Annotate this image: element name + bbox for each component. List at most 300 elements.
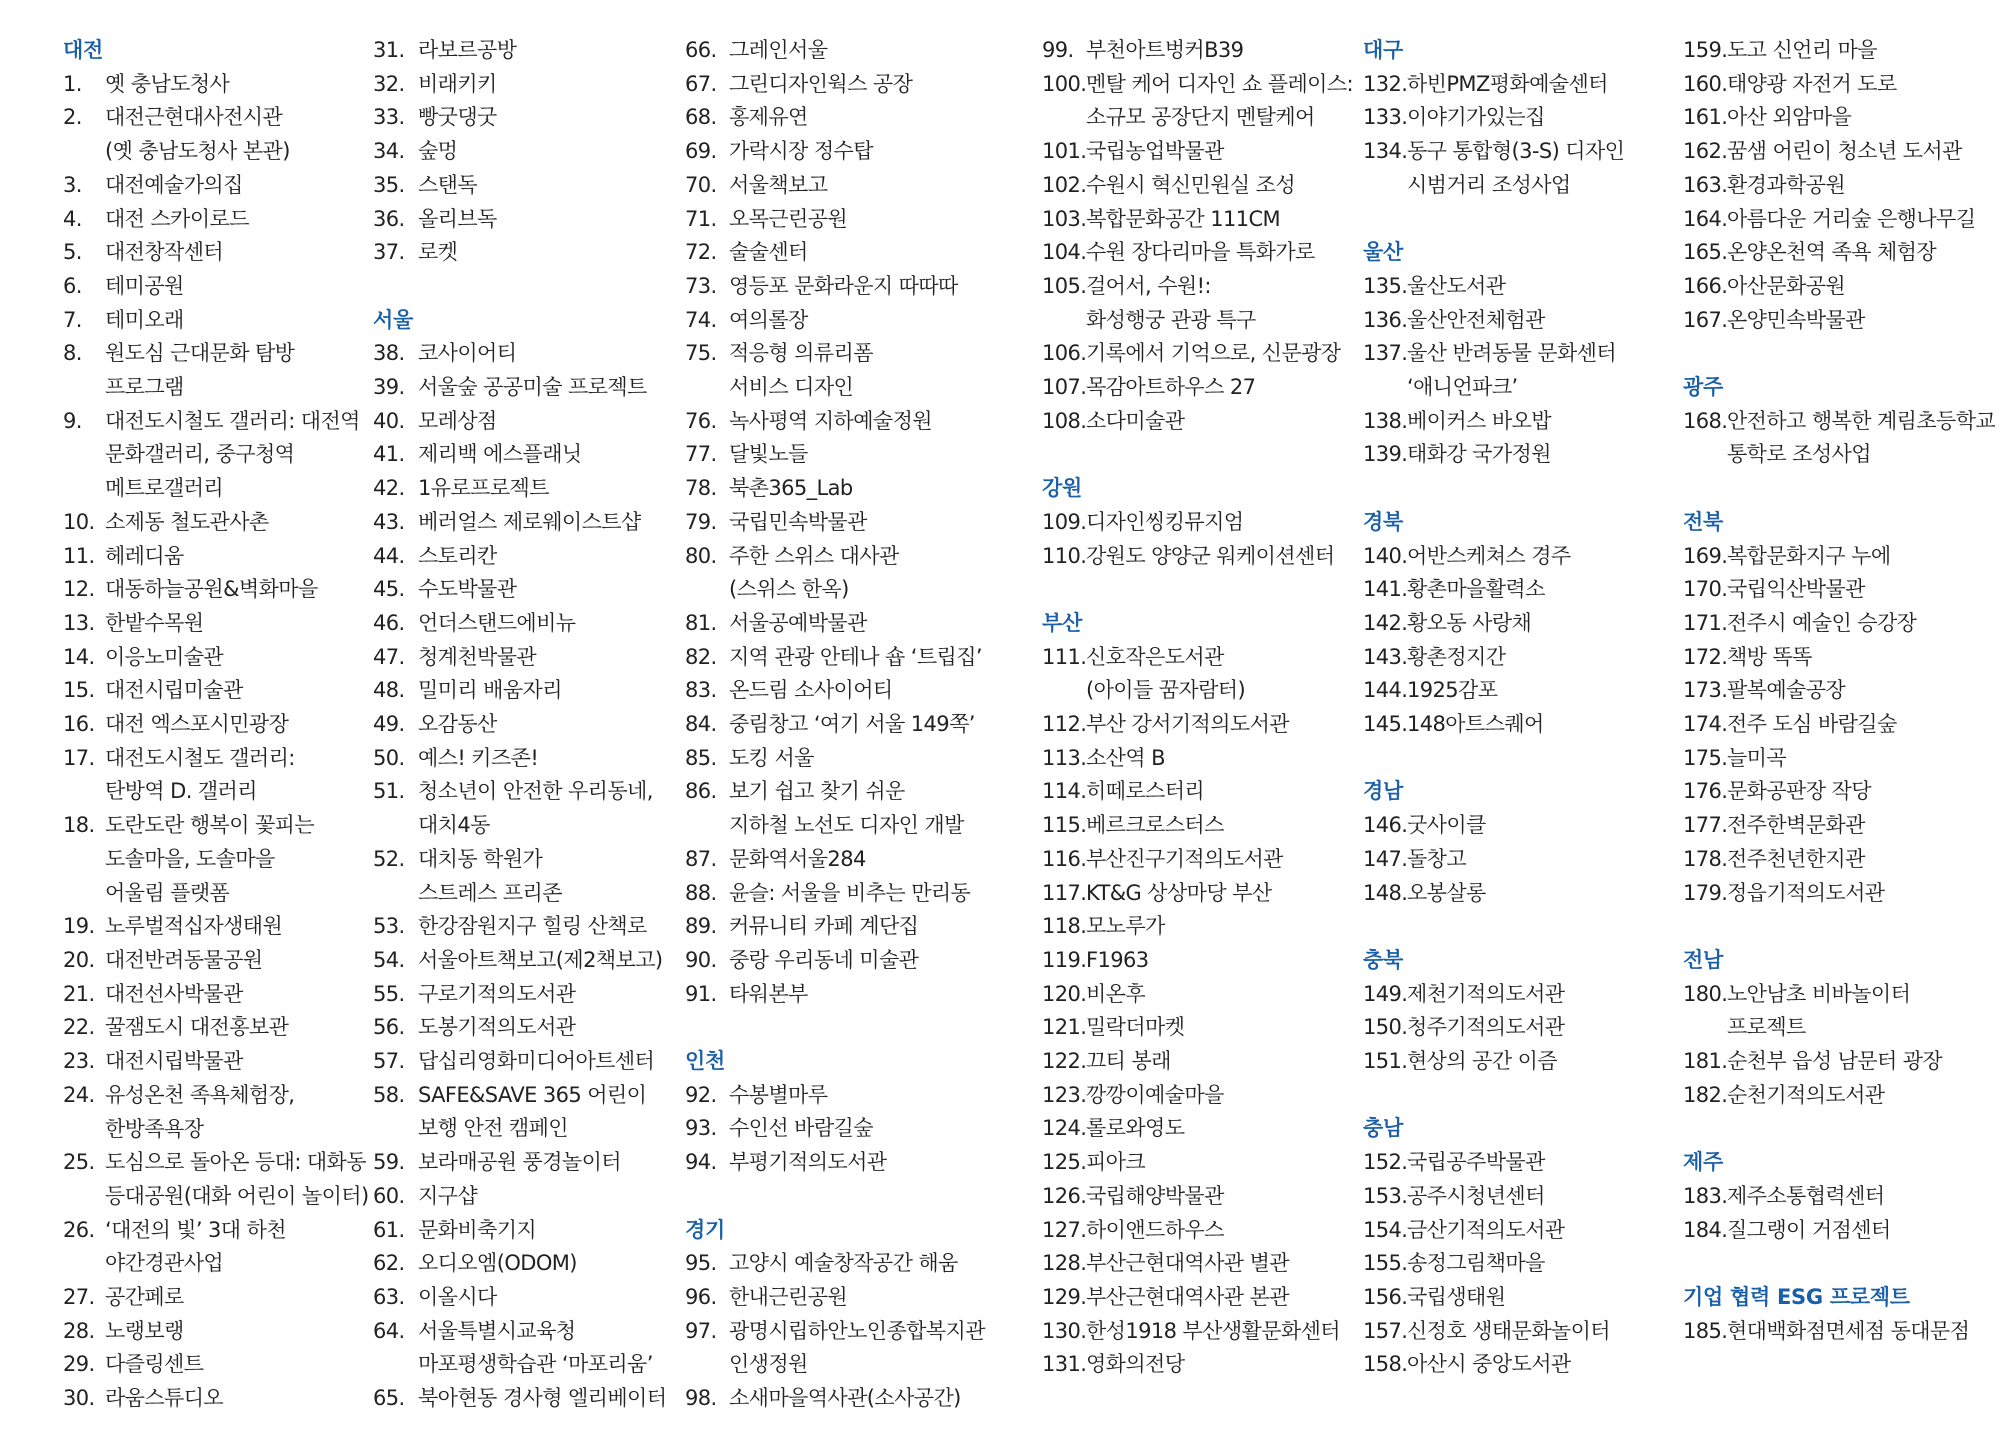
item-name: 서울아트책보고(제2책보고) bbox=[418, 947, 663, 972]
item-number: 152. bbox=[1363, 1150, 1408, 1175]
item-name: 술술센터 bbox=[729, 240, 808, 265]
list-item bbox=[1363, 573, 1624, 607]
list-item bbox=[1042, 337, 1353, 371]
item-number: 127. bbox=[1042, 1217, 1087, 1242]
list-item bbox=[1042, 203, 1353, 237]
list-item bbox=[63, 674, 369, 708]
item-number: 40. bbox=[373, 408, 405, 433]
section-spacer bbox=[1042, 573, 1353, 607]
list-item bbox=[1683, 1315, 1995, 1349]
region-heading: 경기 bbox=[685, 1217, 725, 1242]
list-item bbox=[373, 438, 666, 472]
item-number: 51. bbox=[373, 779, 405, 804]
item-name: 베이커스 바오밥 bbox=[1407, 408, 1551, 433]
item-name: 목감아트하우스 27 bbox=[1086, 375, 1256, 400]
list-item bbox=[63, 809, 369, 910]
item-name: 소새마을역사관(소사공간) bbox=[729, 1386, 961, 1411]
list-item bbox=[1363, 1180, 1624, 1214]
item-number: 125. bbox=[1042, 1150, 1087, 1175]
item-name: 울산안전체험관 bbox=[1407, 307, 1545, 332]
item-name: 오봉살롱 bbox=[1407, 880, 1486, 905]
list-item bbox=[63, 910, 369, 944]
list-item bbox=[1042, 1112, 1353, 1146]
item-number: 22. bbox=[63, 1015, 95, 1040]
item-number: 44. bbox=[373, 543, 405, 568]
list-item bbox=[1683, 1045, 1995, 1079]
item-name: 숲멍 bbox=[418, 139, 458, 164]
item-number: 122. bbox=[1042, 1049, 1087, 1074]
item-number: 121. bbox=[1042, 1015, 1087, 1040]
item-number: 156. bbox=[1363, 1284, 1408, 1309]
list-item bbox=[1363, 843, 1624, 877]
item-name: 부평기적의도서관 bbox=[729, 1150, 887, 1175]
item-name: 1유로프로젝트 bbox=[418, 476, 549, 501]
item-number: 114. bbox=[1042, 779, 1087, 804]
item-number: 165. bbox=[1683, 240, 1728, 265]
item-number: 113. bbox=[1042, 745, 1087, 770]
item-name: 태양광 자전거 도로 bbox=[1727, 71, 1897, 96]
item-name: 한밭수목원 bbox=[105, 610, 204, 635]
item-name: 서울특별시교육청 마포평생학습관 ‘마포리움’ bbox=[418, 1318, 653, 1377]
list-item bbox=[685, 1247, 985, 1281]
item-name: 서울책보고 bbox=[729, 172, 828, 197]
list-item bbox=[373, 506, 666, 540]
list-item bbox=[1683, 68, 1995, 102]
item-number: 93. bbox=[685, 1116, 717, 1141]
item-number: 167. bbox=[1683, 307, 1728, 332]
item-number: 27. bbox=[63, 1285, 95, 1310]
item-name: 끄티 봉래 bbox=[1086, 1049, 1171, 1074]
list-item bbox=[63, 573, 369, 607]
list-item bbox=[63, 641, 369, 675]
item-name: 소다미술관 bbox=[1086, 408, 1185, 433]
item-number: 3. bbox=[63, 172, 82, 197]
region-heading: 광주 bbox=[1683, 375, 1723, 400]
item-name: 대전창작센터 bbox=[105, 240, 224, 265]
item-number: 39. bbox=[373, 375, 405, 400]
list-item bbox=[63, 169, 369, 203]
item-number: 46. bbox=[373, 610, 405, 635]
list-item bbox=[373, 1011, 666, 1045]
item-name: 보기 쉽고 찾기 쉬운 지하철 노선도 디자인 개발 bbox=[729, 779, 964, 838]
item-number: 83. bbox=[685, 678, 717, 703]
section-spacer bbox=[1683, 1112, 1995, 1146]
item-name: 복합문화지구 누에 bbox=[1727, 543, 1891, 568]
item-number: 2. bbox=[63, 105, 82, 130]
list-item bbox=[1363, 877, 1624, 911]
list-item bbox=[373, 371, 666, 405]
item-number: 116. bbox=[1042, 846, 1087, 871]
item-name: 보라매공원 풍경놀이터 bbox=[418, 1150, 621, 1175]
item-name: 굿사이클 bbox=[1407, 813, 1486, 838]
item-number: 173. bbox=[1683, 678, 1728, 703]
item-name: 적응형 의류리폼 서비스 디자인 bbox=[729, 341, 873, 400]
item-number: 111. bbox=[1042, 644, 1087, 669]
section-spacer bbox=[1042, 438, 1353, 472]
list-item bbox=[373, 944, 666, 978]
list-item bbox=[1363, 708, 1624, 742]
list-item bbox=[1042, 405, 1353, 439]
item-name: 온양온천역 족욕 체험장 bbox=[1727, 240, 1937, 265]
item-name: 늘미곡 bbox=[1727, 745, 1787, 770]
list-item bbox=[685, 641, 985, 675]
list-item bbox=[63, 1348, 369, 1382]
list-item bbox=[373, 978, 666, 1012]
list-item bbox=[1363, 68, 1624, 102]
item-name: 책방 똑똑 bbox=[1727, 644, 1812, 669]
list-item bbox=[685, 910, 985, 944]
list-item bbox=[373, 1315, 666, 1382]
item-name: 대전 엑스포시민광장 bbox=[105, 712, 289, 737]
list-item bbox=[1042, 1348, 1353, 1382]
item-number: 75. bbox=[685, 341, 717, 366]
item-name: 꿈샘 어린이 청소년 도서관 bbox=[1727, 139, 1962, 164]
list-item bbox=[1683, 877, 1995, 911]
list-item bbox=[373, 1045, 666, 1079]
list-item bbox=[63, 506, 369, 540]
item-name: 대전도시철도 갤러리: 대전역 문화갤러리, 중구청역 메트로갤러리 bbox=[105, 408, 360, 501]
list-item bbox=[63, 1382, 369, 1416]
item-name: 송정그림책마을 bbox=[1407, 1251, 1545, 1276]
item-name: 베러얼스 제로웨이스트샵 bbox=[418, 509, 641, 534]
item-number: 91. bbox=[685, 981, 717, 1006]
item-name: 지구샵 bbox=[418, 1183, 478, 1208]
list-item bbox=[63, 944, 369, 978]
item-number: 137. bbox=[1363, 341, 1408, 366]
item-number: 98. bbox=[685, 1386, 717, 1411]
list-item bbox=[685, 34, 985, 68]
region-heading: 충남 bbox=[1363, 1116, 1403, 1141]
list-item bbox=[1683, 1180, 1995, 1214]
item-name: 아름다운 거리숲 은행나무길 bbox=[1727, 206, 1976, 231]
list-item bbox=[63, 607, 369, 641]
item-name: 문화역서울284 bbox=[729, 846, 866, 871]
list-item bbox=[1683, 607, 1995, 641]
item-number: 80. bbox=[685, 543, 717, 568]
item-number: 161. bbox=[1683, 105, 1728, 130]
item-number: 142. bbox=[1363, 610, 1408, 635]
item-name: 질그랭이 거점센터 bbox=[1727, 1217, 1891, 1242]
item-number: 160. bbox=[1683, 71, 1728, 96]
region-heading: 경남 bbox=[1363, 779, 1403, 804]
item-number: 145. bbox=[1363, 712, 1408, 737]
item-number: 86. bbox=[685, 779, 717, 804]
list-item bbox=[685, 337, 985, 404]
item-name: 테미오래 bbox=[105, 307, 184, 332]
item-name: 전주한벽문화관 bbox=[1727, 813, 1865, 838]
item-number: 99. bbox=[1042, 38, 1074, 62]
item-name: 걸어서, 수원!: 화성행궁 관광 특구 bbox=[1086, 273, 1256, 332]
item-number: 129. bbox=[1042, 1284, 1087, 1309]
item-name: 커뮤니티 카페 계단집 bbox=[729, 914, 919, 939]
item-name: 도란도란 행복이 꽃피는 도솔마을, 도솔마을 어울림 플랫폼 bbox=[105, 813, 315, 905]
list-item bbox=[1042, 742, 1353, 776]
item-number: 132. bbox=[1363, 71, 1408, 96]
list-item bbox=[685, 101, 985, 135]
item-name: 디자인씽킹뮤지엄 bbox=[1086, 509, 1244, 534]
item-name: 하빈PMZ평화예술센터 bbox=[1407, 71, 1608, 96]
list-item bbox=[63, 1315, 369, 1349]
list-item bbox=[1042, 1079, 1353, 1113]
list-item bbox=[1363, 1247, 1624, 1281]
item-number: 183. bbox=[1683, 1183, 1728, 1208]
item-name: 울산 반려동물 문화센터 ‘애니언파크’ bbox=[1407, 341, 1617, 400]
region-heading: 강원 bbox=[1042, 476, 1082, 501]
item-number: 176. bbox=[1683, 779, 1728, 804]
list-item bbox=[1042, 944, 1353, 978]
item-name: 국립민속박물관 bbox=[729, 509, 867, 534]
list-item bbox=[373, 674, 666, 708]
list-item bbox=[685, 843, 985, 877]
item-name: 신호작은도서관 (아이들 꿈자람터) bbox=[1086, 644, 1246, 703]
item-name: 대치동 학원가 스트레스 프리존 bbox=[418, 846, 562, 905]
item-number: 19. bbox=[63, 914, 95, 939]
list-item bbox=[373, 236, 666, 270]
list-item bbox=[63, 540, 369, 574]
list-item bbox=[1683, 573, 1995, 607]
list-item bbox=[1363, 1011, 1624, 1045]
list-item bbox=[373, 203, 666, 237]
item-name: 피아크 bbox=[1086, 1150, 1146, 1175]
list-item bbox=[1683, 135, 1995, 169]
item-name: 어반스케쳐스 경주 bbox=[1407, 543, 1571, 568]
item-name: 언더스탠드에비뉴 bbox=[418, 610, 576, 635]
list-item bbox=[373, 405, 666, 439]
item-name: 중랑 우리동네 미술관 bbox=[729, 947, 919, 972]
item-name: 대전시립미술관 bbox=[105, 678, 243, 703]
section-spacer bbox=[1683, 472, 1995, 506]
item-name: 여의롤장 bbox=[729, 307, 808, 332]
list-item bbox=[373, 607, 666, 641]
item-number: 149. bbox=[1363, 981, 1408, 1006]
item-name: 한성1918 부산생활문화센터 bbox=[1086, 1318, 1340, 1343]
item-number: 172. bbox=[1683, 644, 1728, 669]
item-name: 현상의 공간 이즘 bbox=[1407, 1049, 1557, 1074]
list-item bbox=[1363, 1348, 1624, 1382]
item-number: 90. bbox=[685, 947, 717, 972]
item-number: 141. bbox=[1363, 577, 1408, 602]
list-item bbox=[1363, 1214, 1624, 1248]
list-item bbox=[1042, 236, 1353, 270]
item-number: 109. bbox=[1042, 509, 1087, 534]
list-item bbox=[1683, 1079, 1995, 1113]
item-number: 11. bbox=[63, 543, 95, 568]
item-number: 108. bbox=[1042, 408, 1087, 433]
list-item bbox=[373, 1180, 666, 1214]
list-item bbox=[685, 304, 985, 338]
list-item bbox=[1042, 1045, 1353, 1079]
item-name: 황촌정지간 bbox=[1407, 644, 1506, 669]
list-item bbox=[63, 1045, 369, 1079]
list-item bbox=[1042, 270, 1353, 337]
item-number: 74. bbox=[685, 307, 717, 332]
item-name: 이야기가있는집 bbox=[1407, 105, 1545, 130]
list-item bbox=[1683, 236, 1995, 270]
list-item bbox=[1363, 1146, 1624, 1180]
item-name: 모노루가 bbox=[1086, 914, 1165, 939]
item-name: 전주천년한지관 bbox=[1727, 846, 1865, 871]
list-item bbox=[685, 472, 985, 506]
item-number: 92. bbox=[685, 1082, 717, 1107]
item-name: 신정호 생태문화놀이터 bbox=[1407, 1318, 1610, 1343]
item-name: 제리백 에스플래닛 bbox=[418, 442, 582, 467]
item-number: 185. bbox=[1683, 1318, 1728, 1343]
item-number: 117. bbox=[1042, 880, 1087, 905]
item-number: 85. bbox=[685, 745, 717, 770]
item-name: 전주시 예술인 승강장 bbox=[1727, 610, 1917, 635]
list-item bbox=[373, 1247, 666, 1281]
item-number: 140. bbox=[1363, 543, 1408, 568]
item-number: 26. bbox=[63, 1217, 95, 1242]
item-name: 이응노미술관 bbox=[105, 644, 224, 669]
item-name: 그레인서울 bbox=[729, 38, 828, 62]
item-number: 150. bbox=[1363, 1015, 1408, 1040]
item-name: 황촌마을활력소 bbox=[1407, 577, 1545, 602]
item-name: 도심으로 돌아온 등대: 대화동 등대공원(대화 어린이 놀이터) bbox=[105, 1150, 369, 1208]
item-name: 윤슬: 서울을 비추는 만리동 bbox=[729, 880, 971, 905]
list-item bbox=[373, 910, 666, 944]
list-item bbox=[1363, 540, 1624, 574]
item-number: 180. bbox=[1683, 981, 1728, 1006]
list-item bbox=[1042, 68, 1353, 135]
item-number: 96. bbox=[685, 1284, 717, 1309]
item-number: 54. bbox=[373, 947, 405, 972]
item-number: 124. bbox=[1042, 1116, 1087, 1141]
item-name: 로켓 bbox=[418, 240, 458, 265]
item-name: 원도심 근대문화 탐방 프로그램 bbox=[105, 341, 295, 400]
item-number: 28. bbox=[63, 1318, 95, 1343]
item-name: 모레상점 bbox=[418, 408, 497, 433]
list-item bbox=[685, 236, 985, 270]
item-name: 답십리영화미디어아트센터 bbox=[418, 1049, 655, 1074]
item-number: 70. bbox=[685, 172, 717, 197]
region-heading: 충북 bbox=[1363, 947, 1403, 972]
item-name: 대전반려동물공원 bbox=[105, 947, 263, 972]
item-number: 20. bbox=[63, 947, 95, 972]
item-name: 깡깡이예술마을 bbox=[1086, 1082, 1224, 1107]
column-2 bbox=[373, 34, 666, 1416]
list-item bbox=[1042, 1315, 1353, 1349]
list-item bbox=[1363, 135, 1624, 202]
item-number: 82. bbox=[685, 644, 717, 669]
item-number: 131. bbox=[1042, 1352, 1087, 1377]
item-number: 171. bbox=[1683, 610, 1728, 635]
section-spacer bbox=[685, 1011, 985, 1045]
item-name: 롤로와영도 bbox=[1086, 1116, 1185, 1141]
list-item bbox=[1042, 1214, 1353, 1248]
item-number: 30. bbox=[63, 1386, 95, 1411]
item-number: 42. bbox=[373, 476, 405, 501]
list-item bbox=[685, 135, 985, 169]
list-item bbox=[1042, 1281, 1353, 1315]
region-heading: 전북 bbox=[1683, 509, 1723, 534]
item-number: 144. bbox=[1363, 678, 1408, 703]
column-6 bbox=[1683, 34, 1995, 1348]
item-name: 멘탈 케어 디자인 쇼 플레이스: 소규모 공장단지 멘탈케어 bbox=[1086, 71, 1354, 130]
item-number: 133. bbox=[1363, 105, 1408, 130]
list-item bbox=[1363, 101, 1624, 135]
item-name: 국립해양박물관 bbox=[1086, 1183, 1224, 1208]
item-number: 123. bbox=[1042, 1082, 1087, 1107]
item-number: 168. bbox=[1683, 408, 1728, 433]
list-item bbox=[1042, 1011, 1353, 1045]
item-name: 밀락더마켓 bbox=[1086, 1015, 1185, 1040]
item-number: 13. bbox=[63, 610, 95, 635]
item-number: 182. bbox=[1683, 1082, 1728, 1107]
item-number: 138. bbox=[1363, 408, 1408, 433]
item-number: 73. bbox=[685, 273, 717, 298]
item-name: 강원도 양양군 워케이션센터 bbox=[1086, 543, 1335, 568]
item-number: 8. bbox=[63, 341, 82, 366]
section-spacer bbox=[1683, 337, 1995, 371]
item-number: 94. bbox=[685, 1150, 717, 1175]
list-item bbox=[1042, 135, 1353, 169]
item-name: 베르크로스터스 bbox=[1086, 813, 1224, 838]
column-3 bbox=[685, 34, 985, 1416]
item-number: 88. bbox=[685, 880, 717, 905]
item-name: 황오동 사랑채 bbox=[1407, 610, 1532, 635]
item-number: 21. bbox=[63, 981, 95, 1006]
item-name: 온드림 소사이어티 bbox=[729, 678, 893, 703]
item-name: 대동하늘공원&벽화마을 bbox=[105, 577, 318, 602]
list-item bbox=[685, 1382, 985, 1416]
item-name: 정읍기적의도서관 bbox=[1727, 880, 1885, 905]
item-number: 6. bbox=[63, 273, 82, 298]
list-item bbox=[373, 843, 666, 910]
item-number: 169. bbox=[1683, 543, 1728, 568]
item-number: 79. bbox=[685, 509, 717, 534]
item-number: 177. bbox=[1683, 813, 1728, 838]
item-name: 대전시립박물관 bbox=[105, 1049, 243, 1074]
item-name: 히떼로스터리 bbox=[1086, 779, 1205, 804]
item-number: 63. bbox=[373, 1285, 405, 1309]
item-number: 106. bbox=[1042, 341, 1087, 366]
list-item bbox=[685, 674, 985, 708]
list-item bbox=[1042, 371, 1353, 405]
item-number: 174. bbox=[1683, 712, 1728, 737]
item-name: 순천부 읍성 남문터 광장 bbox=[1727, 1049, 1943, 1074]
list-item bbox=[373, 135, 666, 169]
item-number: 37. bbox=[373, 240, 405, 265]
item-number: 1. bbox=[63, 71, 82, 96]
region-heading: 전남 bbox=[1683, 947, 1723, 972]
list-item bbox=[63, 304, 369, 338]
item-name: 달빛노들 bbox=[729, 442, 808, 467]
list-item bbox=[373, 101, 666, 135]
item-number: 119. bbox=[1042, 947, 1087, 972]
item-name: 부천아트벙커B39 bbox=[1086, 38, 1244, 62]
list-item bbox=[1363, 607, 1624, 641]
item-number: 136. bbox=[1363, 307, 1408, 332]
item-name: 서울공예박물관 bbox=[729, 610, 867, 635]
list-item bbox=[63, 708, 369, 742]
list-item bbox=[1683, 203, 1995, 237]
item-number: 72. bbox=[685, 240, 717, 265]
item-number: 100. bbox=[1042, 71, 1087, 96]
item-number: 60. bbox=[373, 1183, 405, 1208]
item-name: 구로기적의도서관 bbox=[418, 981, 576, 1006]
item-name: 부산진구기적의도서관 bbox=[1086, 846, 1283, 871]
item-number: 159. bbox=[1683, 38, 1728, 62]
list-item bbox=[63, 978, 369, 1012]
item-number: 139. bbox=[1363, 442, 1408, 467]
item-name: 공주시청년센터 bbox=[1407, 1183, 1545, 1208]
item-number: 104. bbox=[1042, 240, 1087, 265]
item-name: 금산기적의도서관 bbox=[1407, 1217, 1565, 1242]
item-number: 67. bbox=[685, 71, 717, 96]
item-number: 179. bbox=[1683, 880, 1728, 905]
section-spacer bbox=[1363, 472, 1624, 506]
